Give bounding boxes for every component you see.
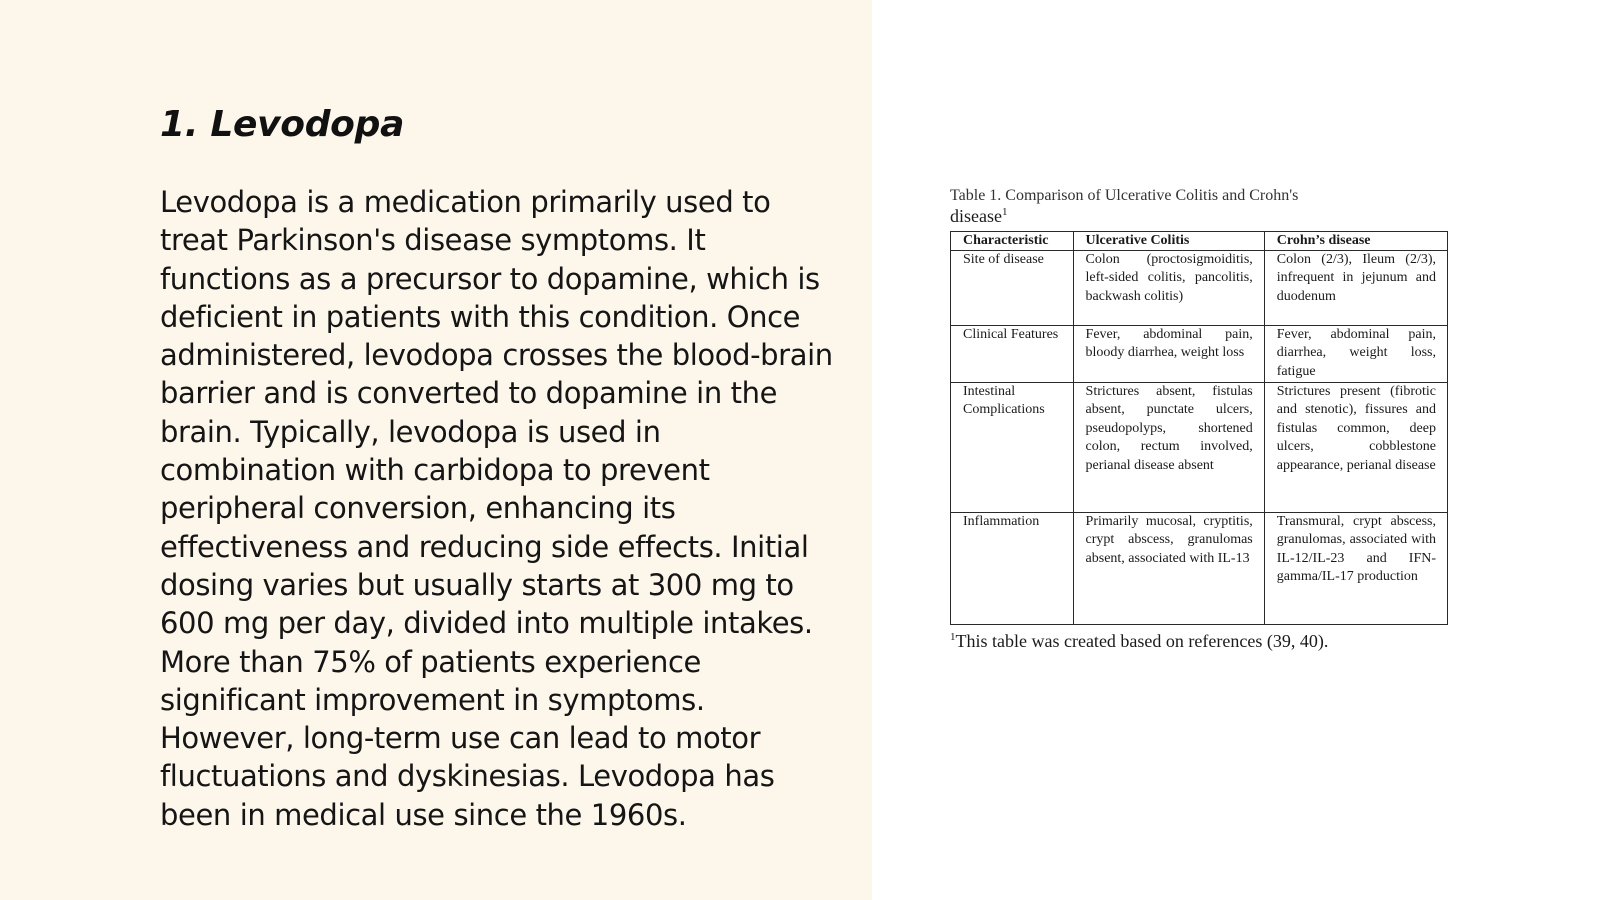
table-cell: Strictures absent, fistulas absent, punctate ulcers, pseudopolyps, shortened colon, rectum involved, perianal disease absent <box>1073 383 1264 513</box>
table-cell: Clinical Features <box>951 326 1074 383</box>
table-caption <box>950 203 1450 225</box>
table-header-row <box>951 232 1448 251</box>
table-row <box>951 383 1448 513</box>
footnote-superscript: 1 <box>950 631 956 643</box>
header-ulcerative-colitis: Ulcerative Colitis <box>1073 232 1264 251</box>
slide-heading: 1. Levodopa <box>160 104 405 145</box>
table-cell: Colon (proctosigmoiditis, left-sided colitis, pancolitis, backwash colitis) <box>1073 251 1264 326</box>
table-cell: Primarily mucosal, cryptitis, crypt abscess, granulomas absent, associated with IL-13 <box>1073 513 1264 625</box>
caption-word: disease <box>950 206 1002 226</box>
table-cell: Colon (2/3), Ileum (2/3), infrequent in jejunum and duodenum <box>1264 251 1447 326</box>
table-footnote <box>950 627 1450 651</box>
table-row <box>951 251 1448 326</box>
table-cell: Intestinal Complications <box>951 383 1074 513</box>
header-characteristic: Characteristic <box>951 232 1074 251</box>
header-crohns-disease: Crohn’s disease <box>1264 232 1447 251</box>
footnote-text: This table was created based on references (39, 40). <box>955 631 1329 651</box>
slide-body-text: Levodopa is a medication primarily used to treat Parkinson's disease symptoms. It functions as a precursor to dopamine, which is deficient in patients with this condition. Once administered, levodopa crosses the blood-brain barrier and is converted to dopamine in the brain. Typically, levodopa is used in combination with carbidopa to prevent peripheral conversion, enhancing its effectiveness and reducing side effects. Initial dosing varies but usually starts at 300 mg to 600 mg per day, divided into multiple intakes. More than 75% of patients experience significant improvement in symptoms. However, long-term use can lead to motor fluctuations and dyskinesias. Levodopa has been in medical use since the 1960s. <box>160 185 833 832</box>
table-cell: Fever, abdominal pain, bloody diarrhea, weight loss <box>1073 326 1264 383</box>
table-cell: Inflammation <box>951 513 1074 625</box>
table-cell: Site of disease <box>951 251 1074 326</box>
table-cell: Transmural, crypt abscess, granulomas, associated with IL-12/IL-23 and IFN-gamma/IL-17 production <box>1264 513 1447 625</box>
table-cell: Fever, abdominal pain, diarrhea, weight loss, fatigue <box>1264 326 1447 383</box>
table-row <box>951 326 1448 383</box>
cropped-caption-text: Table 1. Comparison of Ulcerative Colitis and Crohn's <box>950 187 1299 204</box>
table-row <box>951 513 1448 625</box>
comparison-table <box>950 231 1448 625</box>
caption-superscript: 1 <box>1001 206 1008 218</box>
comparison-table-image <box>950 187 1450 651</box>
cropped-caption-line <box>950 187 1450 204</box>
table-cell: Strictures present (fibrotic and stenotic), fissures and fistulas common, deep ulcers, cobblestone appearance, perianal disease <box>1264 383 1447 513</box>
